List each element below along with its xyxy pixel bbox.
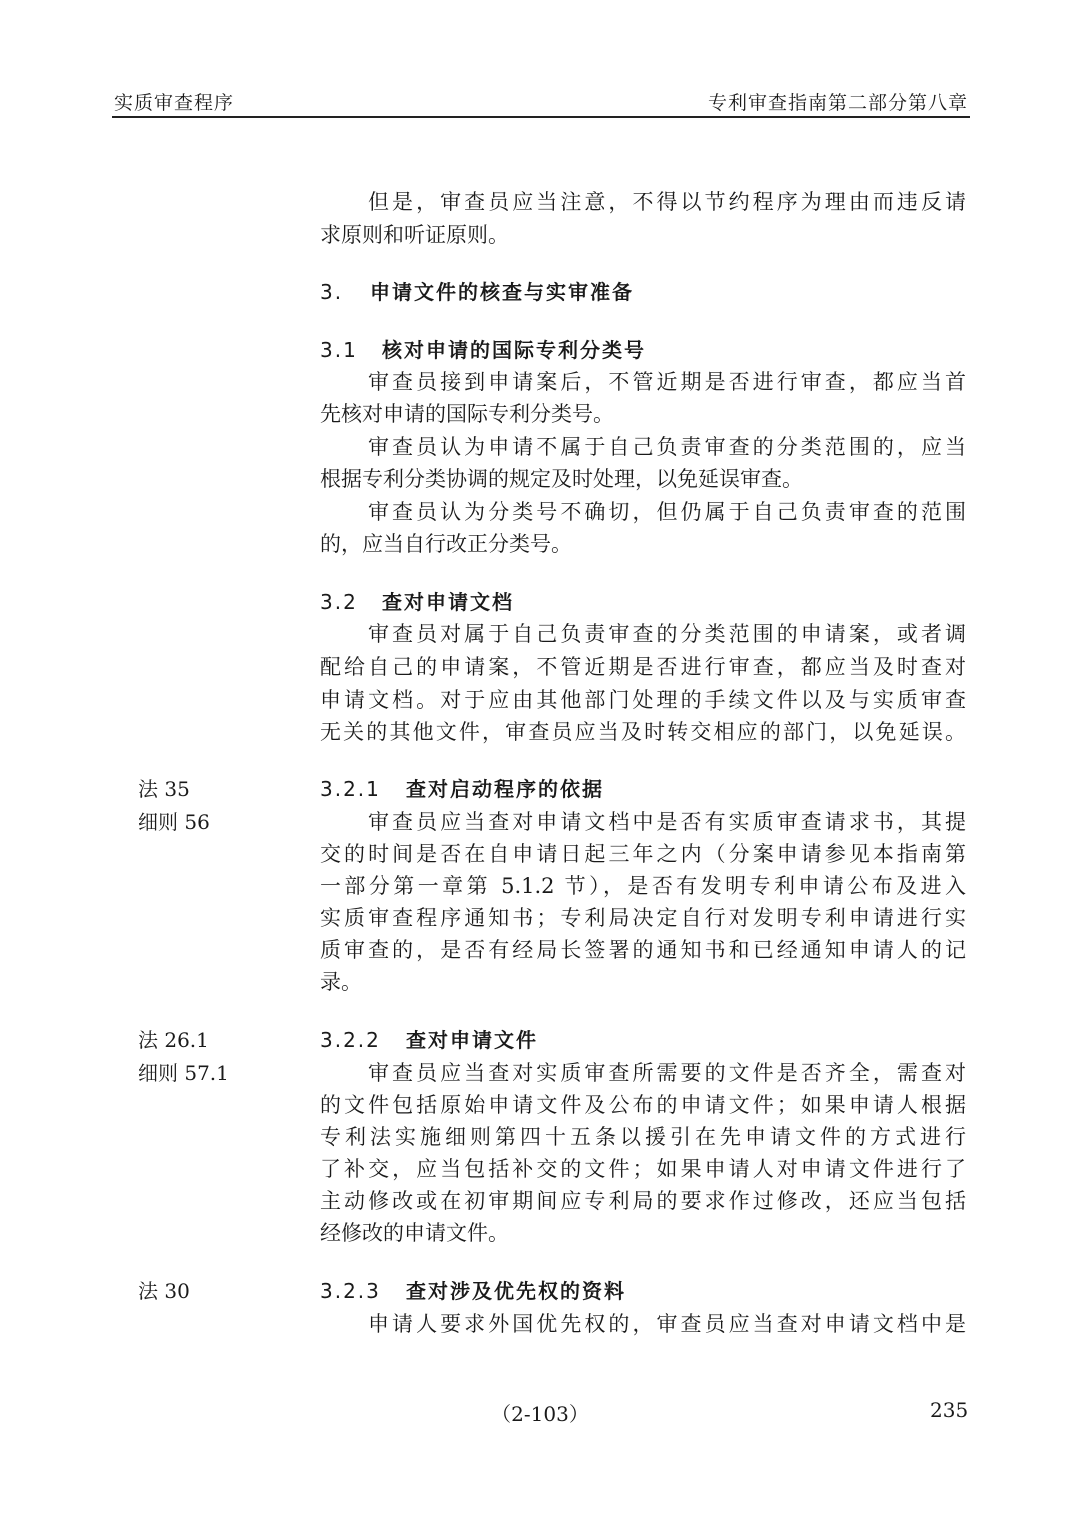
section-3-2-1-line-3: 一部分第一章第 5.1.2 节），是否有发明专利申请公布及进入 bbox=[320, 874, 966, 898]
running-header bbox=[112, 88, 970, 118]
intro-line-1: 但是，审查员应当注意，不得以节约程序为理由而违反请 bbox=[368, 190, 966, 214]
margin-note-rule-57-1: 细则 57.1 bbox=[138, 1061, 229, 1085]
section-3-2-2-line-6: 经修改的申请文件。 bbox=[320, 1221, 509, 1245]
margin-note-rule-56: 细则 56 bbox=[138, 810, 210, 834]
section-3-2-1-number: 3.2.1 bbox=[320, 777, 381, 801]
section-3-2-3-title: 查对涉及优先权的资料 bbox=[406, 1279, 626, 1303]
section-3-2-2-line-4: 了补交，应当包括补交的文件；如果申请人对申请文件进行了 bbox=[320, 1157, 966, 1181]
section-3-2-1-title: 查对启动程序的依据 bbox=[406, 777, 604, 801]
section-3-2-1-line-2: 交的时间是否在自申请日起三年之内（分案申请参见本指南第 bbox=[320, 842, 966, 866]
section-3-1-p1-line-2: 先核对申请的国际专利分类号。 bbox=[320, 402, 614, 426]
section-3-2-title: 查对申请文档 bbox=[382, 590, 514, 614]
section-3-1-p3-line-1: 审查员认为分类号不确切，但仍属于自己负责审查的范围 bbox=[368, 500, 966, 524]
section-3-2-2-title: 查对申请文件 bbox=[406, 1028, 538, 1052]
margin-note-law-30: 法 30 bbox=[138, 1279, 190, 1303]
section-3-2-2-line-3: 专利法实施细则第四十五条以援引在先申请文件的方式进行 bbox=[320, 1125, 966, 1149]
section-3-2-2-line-2: 的文件包括原始申请文件及公布的申请文件；如果申请人根据 bbox=[320, 1093, 966, 1117]
section-3-2-1-line-1: 审查员应当查对申请文档中是否有实质审查请求书，其提 bbox=[368, 810, 966, 834]
section-3-2-line-2: 配给自己的申请案，不管近期是否进行审查，都应当及时查对 bbox=[320, 655, 966, 679]
section-3-2-1-line-5: 质审查的，是否有经局长签署的通知书和已经通知申请人的记 bbox=[320, 938, 966, 962]
section-3-2-heading bbox=[320, 586, 514, 618]
section-3-2-3-heading bbox=[320, 1275, 626, 1307]
section-3-2-2-line-5: 主动修改或在初审期间应专利局的要求作过修改，还应当包括 bbox=[320, 1189, 966, 1213]
section-3-number: 3. bbox=[320, 280, 344, 304]
section-3-2-line-4: 无关的其他文件，审查员应当及时转交相应的部门，以免延误。 bbox=[320, 720, 966, 744]
section-3-2-3-line-1: 申请人要求外国优先权的，审查员应当查对申请文档中是 bbox=[368, 1312, 966, 1336]
section-3-1-number: 3.1 bbox=[320, 338, 358, 362]
margin-note-law-35: 法 35 bbox=[138, 777, 190, 801]
section-3-2-1-heading bbox=[320, 773, 604, 805]
section-3-2-line-1: 审查员对属于自己负责审查的分类范围的申请案，或者调 bbox=[368, 622, 966, 646]
section-3-2-2-number: 3.2.2 bbox=[320, 1028, 381, 1052]
section-3-2-3-number: 3.2.3 bbox=[320, 1279, 381, 1303]
section-3-2-number: 3.2 bbox=[320, 590, 358, 614]
section-3-1-p2-line-1: 审查员认为申请不属于自己负责审查的分类范围的，应当 bbox=[368, 435, 966, 459]
section-3-1-p3-line-2: 的，应当自行改正分类号。 bbox=[320, 532, 572, 556]
section-3-1-p2-line-2: 根据专利分类协调的规定及时处理，以免延误审查。 bbox=[320, 467, 803, 491]
section-3-1-title: 核对申请的国际专利分类号 bbox=[382, 338, 646, 362]
section-3-2-2-heading bbox=[320, 1024, 538, 1056]
intro-line-2: 求原则和听证原则。 bbox=[320, 223, 509, 247]
footer-page-number: 235 bbox=[930, 1398, 969, 1422]
section-3-1-p1-line-1: 审查员接到申请案后，不管近期是否进行审查，都应当首 bbox=[368, 370, 966, 394]
header-guide-title: 专利审查指南第二部分第八章 bbox=[707, 92, 968, 114]
section-3-2-1-line-6: 录。 bbox=[320, 970, 362, 994]
section-3-title: 申请文件的核查与实审准备 bbox=[370, 280, 634, 304]
header-chapter-title: 实质审查程序 bbox=[114, 92, 235, 114]
section-3-heading bbox=[320, 276, 634, 308]
section-3-2-1-line-4: 实质审查程序通知书；专利局决定自行对发明专利申请进行实 bbox=[320, 906, 966, 930]
section-3-1-heading bbox=[320, 334, 646, 366]
footer-section-page-ref: （2-103） bbox=[491, 1402, 589, 1426]
section-3-2-2-line-1: 审查员应当查对实质审查所需要的文件是否齐全，需查对 bbox=[368, 1061, 966, 1085]
section-3-2-line-3: 申请文档。对于应由其他部门处理的手续文件以及与实质审查 bbox=[320, 688, 966, 712]
margin-note-law-26-1: 法 26.1 bbox=[138, 1028, 209, 1052]
